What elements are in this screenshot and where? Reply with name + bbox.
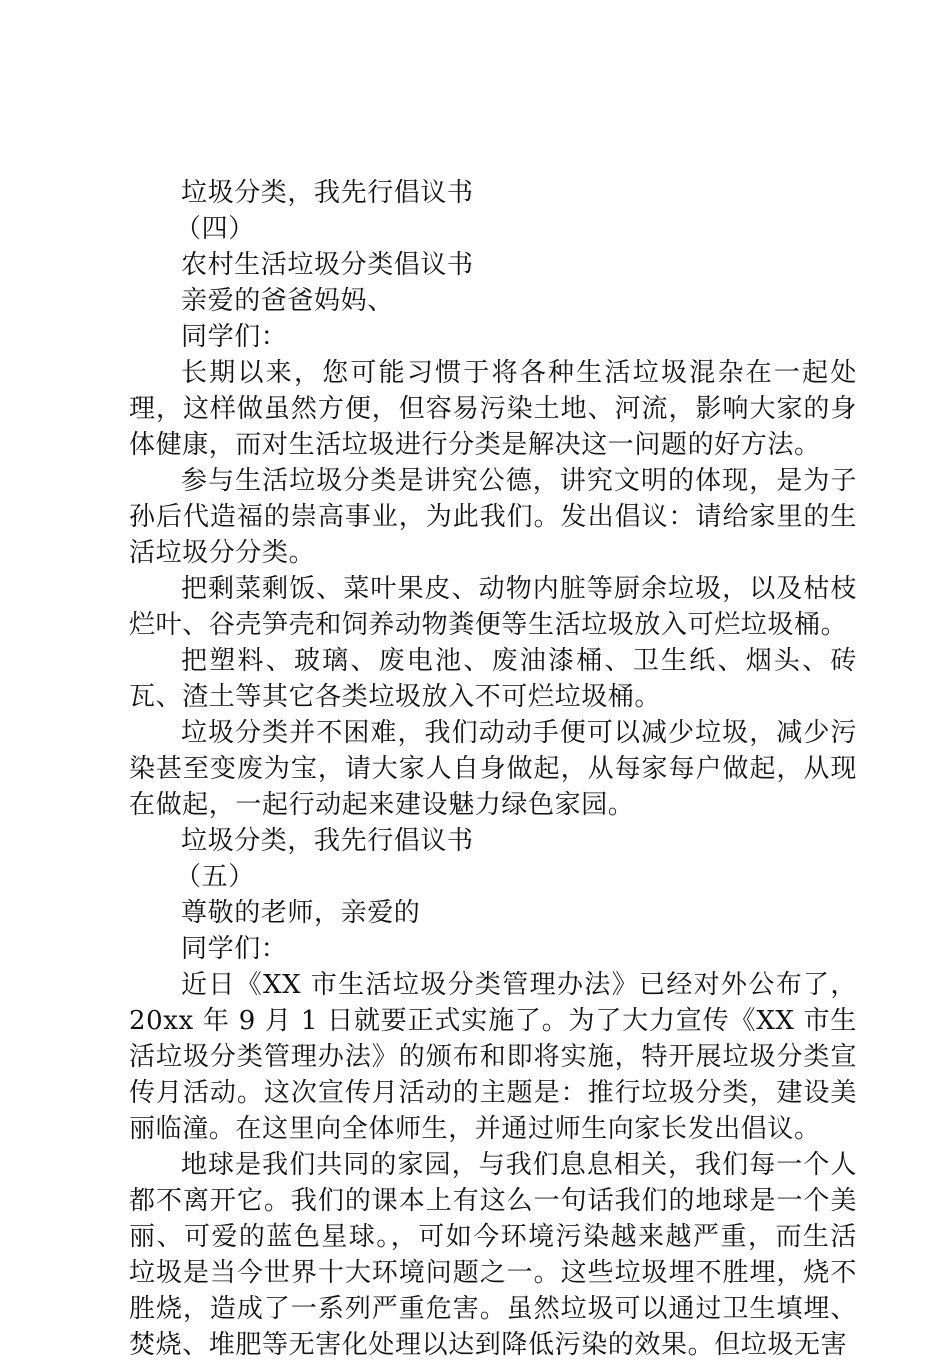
- section5-number: （五）: [175, 862, 255, 892]
- section5-title: 垃圾分类，我先行倡议书: [181, 826, 474, 856]
- section4-title: 垃圾分类，我先行倡议书: [181, 178, 474, 208]
- section5-paragraph: 地球是我们共同的家园，与我们息息相关，我们每一个人都不离开它。我们的课本上有这么一句话我们的地球是一个美丽、可爱的蓝色星球。，可如今环境污染越来越严重，而生活垃圾是当今世界十大环境问题之一。这些垃圾埋不胜埋，烧不胜烧，造成了一系列严重危害。虽然垃圾可以通过卫生填埋、焚烧、堆肥等无害化处理以达到降低污染的效果。但垃圾无害: [129, 1150, 857, 1360]
- section4-paragraph: 把塑料、玻璃、废电池、废油漆桶、卫生纸、烟头、砖瓦、渣土等其它各类垃圾放入不可烂垃圾桶。: [129, 646, 857, 712]
- section4-paragraph: 垃圾分类并不困难，我们动动手便可以减少垃圾，减少污染甚至变废为宝，请大家人自身做起，从每家每户做起，从现在做起，一起行动起来建设魅力绿色家园。: [129, 718, 857, 820]
- section5-greeting: 尊敬的老师，亲爱的: [181, 898, 421, 928]
- section4-number: （四）: [175, 214, 255, 244]
- document-body: [129, 175, 857, 1363]
- section4-salutation: 同学们：: [181, 322, 288, 352]
- section4-paragraph: 参与生活垃圾分类是讲究公德，讲究文明的体现，是为子孙后代造福的崇高事业，为此我们。发出倡议：请给家里的生活垃圾分分类。: [129, 466, 857, 568]
- section4-subtitle: 农村生活垃圾分类倡议书: [181, 250, 474, 280]
- section5-paragraph: 近日《XX 市生活垃圾分类管理办法》已经对外公布了，20xx 年 9 月 1 日就要正式实施了。为了大力宣传《XX 市生活垃圾分类管理办法》的颁布和即将实施，特开展垃圾分类宣传月活动。这次宣传月活动的主题是：推行垃圾分类，建设美丽临潼。在这里向全体师生，并通过师生向家长发出倡议。: [129, 970, 857, 1144]
- section4-greeting: 亲爱的爸爸妈妈、: [181, 286, 394, 316]
- section4-paragraph: 长期以来，您可能习惯于将各种生活垃圾混杂在一起处理，这样做虽然方便，但容易污染土地、河流，影响大家的身体健康，而对生活垃圾进行分类是解决这一问题的好方法。: [129, 358, 857, 460]
- section5-salutation: 同学们：: [181, 934, 288, 964]
- section4-paragraph: 把剩菜剩饭、菜叶果皮、动物内脏等厨余垃圾，以及枯枝烂叶、谷壳笋壳和饲养动物粪便等生活垃圾放入可烂垃圾桶。: [129, 574, 857, 640]
